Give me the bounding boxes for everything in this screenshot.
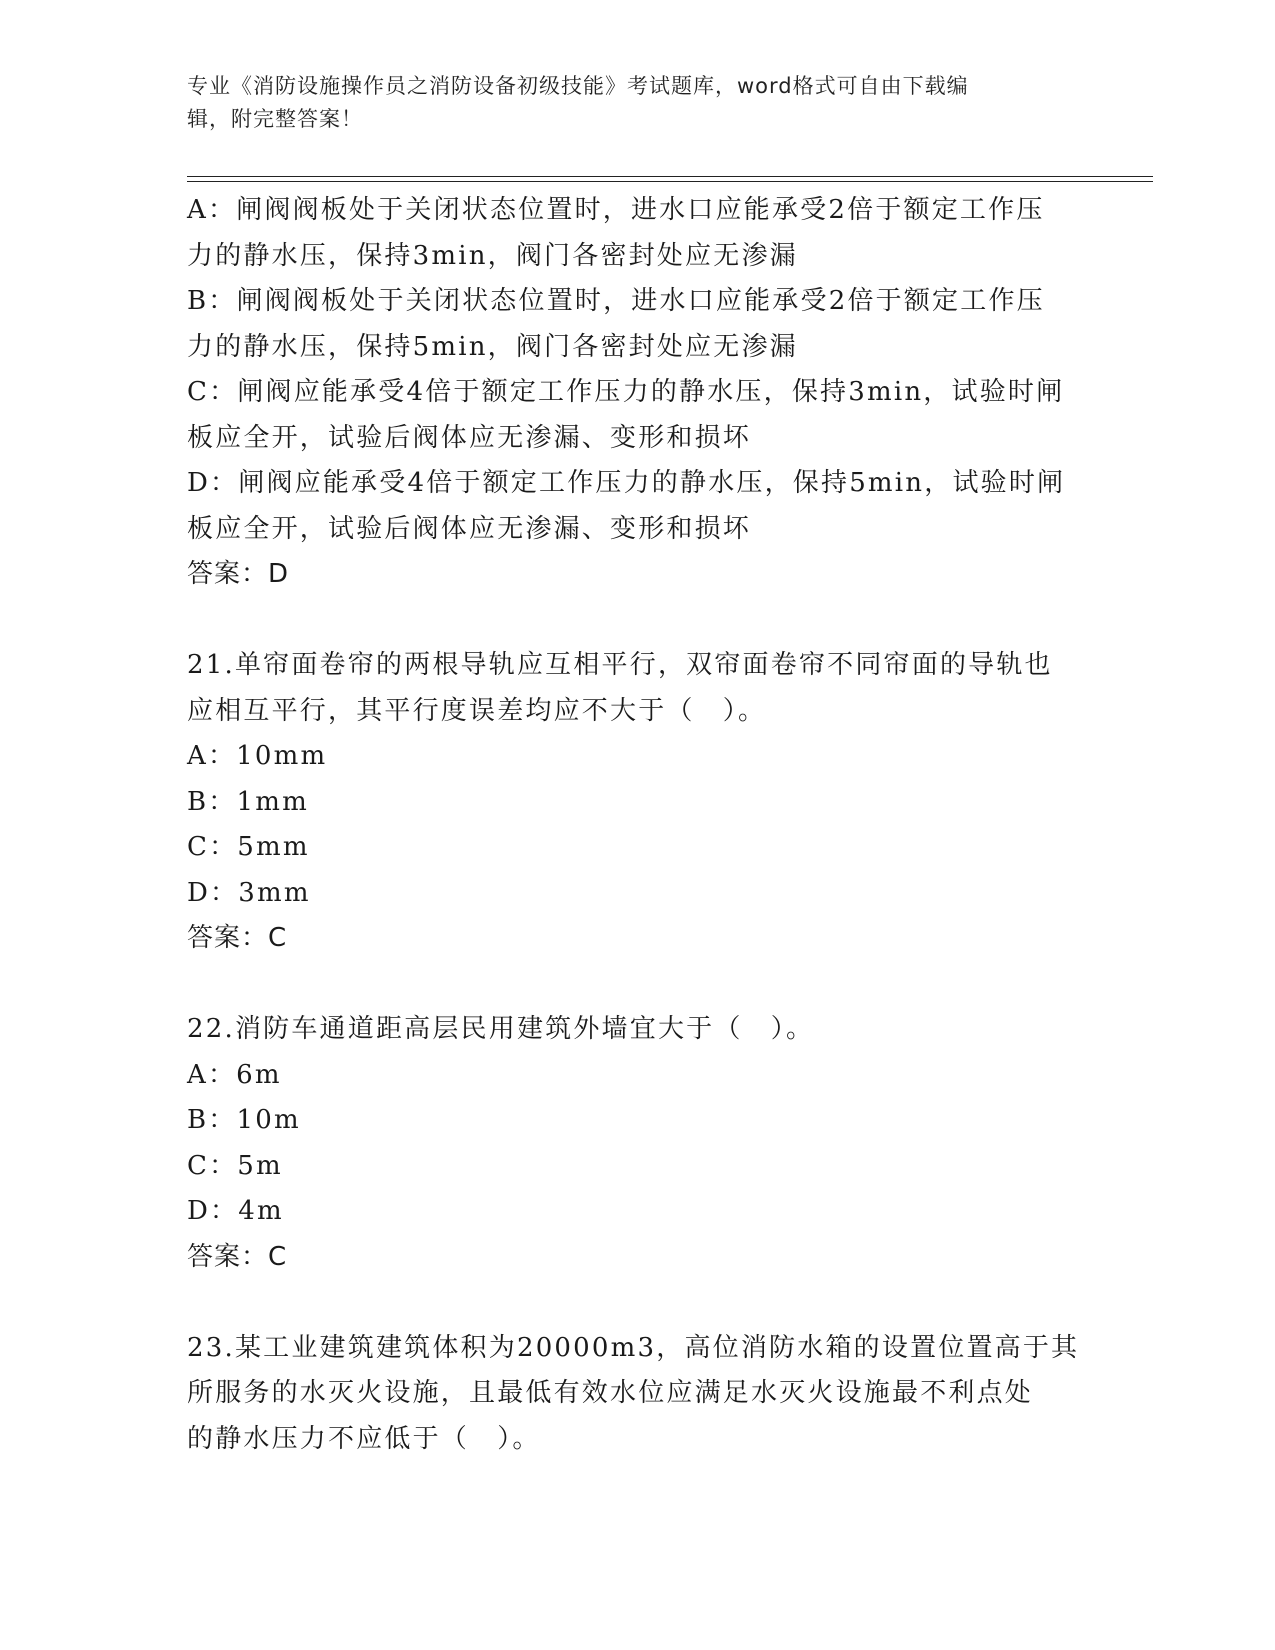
question-stem: 21.单帘面卷帘的两根导轨应互相平行，双帘面卷帘不同帘面的导轨也 <box>187 650 1053 680</box>
option-line: 板应全开，试验后阀体应无渗漏、变形和损坏 <box>187 422 752 453</box>
option-line: A：10mm <box>187 741 328 771</box>
question-20 <box>187 188 1087 598</box>
option-line: D：闸阀应能承受4倍于额定工作压力的静水压，保持5min，试验时闸 <box>187 468 1066 498</box>
answer-line: 答案：C <box>187 1241 288 1272</box>
option-line: 力的静水压，保持3min，阀门各密封处应无渗漏 <box>187 240 798 271</box>
option-line: C：5mm <box>187 832 310 862</box>
question-22 <box>187 1007 1087 1280</box>
option-line: A：闸阀阀板处于关闭状态位置时，进水口应能承受2倍于额定工作压 <box>187 195 1045 225</box>
header-divider <box>187 181 1153 182</box>
option-line: C：闸阀应能承受4倍于额定工作压力的静水压，保持3min，试验时闸 <box>187 377 1065 407</box>
spacer <box>187 962 1087 1008</box>
spacer <box>187 1280 1087 1326</box>
header-line: 辑，附完整答案！ <box>187 107 363 131</box>
question-21 <box>187 643 1087 962</box>
option-line: D：4m <box>187 1196 284 1226</box>
question-content <box>187 188 1087 1462</box>
option-line: C：5m <box>187 1150 283 1181</box>
option-line: B：1mm <box>187 786 309 817</box>
option-line: D：3mm <box>187 877 311 908</box>
header-line: 专业《消防设施操作员之消防设备初级技能》考试题库，word格式可自由下载编 <box>187 74 969 98</box>
option-line: 力的静水压，保持5min，阀门各密封处应无渗漏 <box>187 331 798 362</box>
option-line: B：闸阀阀板处于关闭状态位置时，进水口应能承受2倍于额定工作压 <box>187 286 1045 316</box>
document-header <box>187 70 1067 136</box>
header-divider <box>187 176 1153 177</box>
question-23 <box>187 1326 1087 1463</box>
option-line: A：6m <box>187 1059 282 1090</box>
question-stem: 23.某工业建筑建筑体积为20000m3，高位消防水箱的设置位置高于其 <box>187 1332 1080 1363</box>
answer-line: 答案：D <box>187 559 290 589</box>
spacer <box>187 598 1087 644</box>
question-stem: 所服务的水灭火设施，且最低有效水位应满足水灭火设施最不利点处 <box>187 1378 1034 1408</box>
option-line: B：10m <box>187 1105 301 1135</box>
question-stem: 的静水压力不应低于（ ）。 <box>187 1423 541 1454</box>
question-stem: 22.消防车通道距高层民用建筑外墙宜大于（ ）。 <box>187 1014 815 1044</box>
option-line: 板应全开，试验后阀体应无渗漏、变形和损坏 <box>187 513 752 544</box>
question-stem: 应相互平行，其平行度误差均应不大于（ ）。 <box>187 695 767 726</box>
answer-line: 答案：C <box>187 923 288 953</box>
